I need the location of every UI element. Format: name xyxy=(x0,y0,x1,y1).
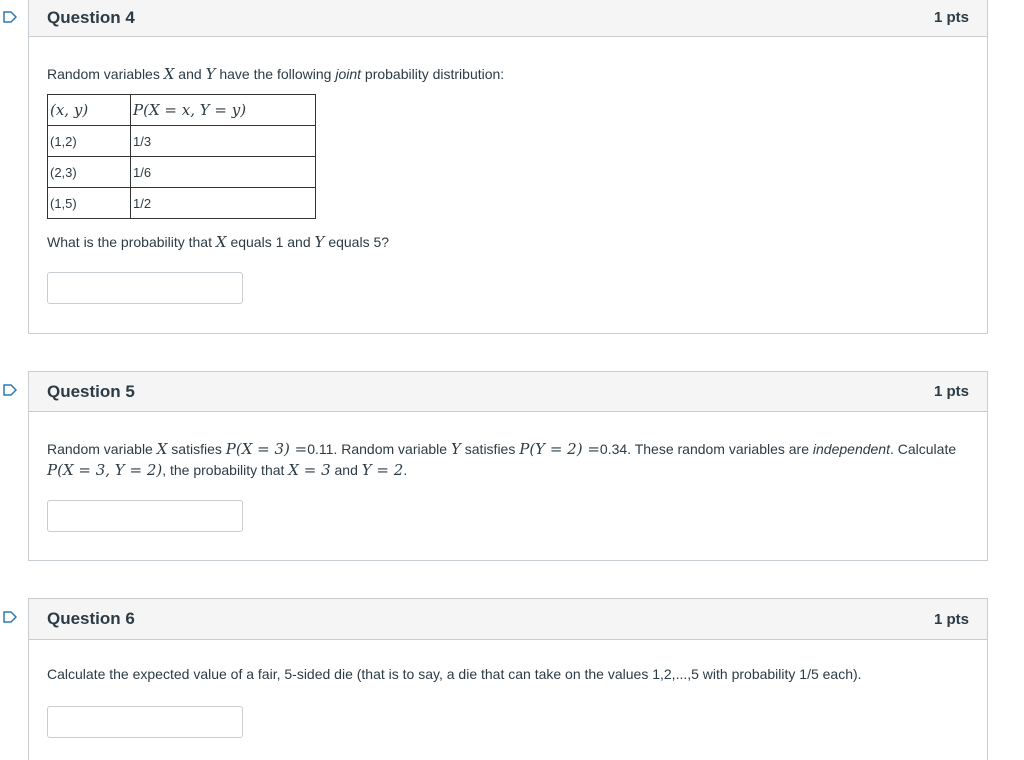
question-5-text xyxy=(47,439,967,481)
table-header-cell: P(X = x, Y = y) xyxy=(131,95,316,126)
text: What is the probability that xyxy=(47,234,216,250)
question-6-header xyxy=(29,599,987,640)
text: and xyxy=(330,462,362,478)
text: Random variables xyxy=(47,66,164,82)
table-cell: (2,3) xyxy=(48,157,131,188)
text: satisfies xyxy=(460,441,520,457)
flag-question-6-icon[interactable] xyxy=(3,611,17,623)
question-6-text: Calculate the expected value of a fair, 5-sided die (that is to say, a die that can take on the values 1,2,...,5 with probability 1/5 each). xyxy=(47,666,862,682)
emphasis: independent xyxy=(812,441,890,457)
math: Y xyxy=(205,65,216,83)
table-cell: (1,2) xyxy=(48,126,131,157)
emphasis: joint xyxy=(335,66,362,82)
answer-input-question-6[interactable] xyxy=(47,706,243,738)
table-row xyxy=(48,157,316,188)
math: X xyxy=(156,440,168,458)
table-row xyxy=(48,188,316,219)
text: and xyxy=(174,66,206,82)
answer-input-question-5[interactable] xyxy=(47,500,243,532)
math: Y xyxy=(314,233,325,251)
table-header-cell: (x, y) xyxy=(48,95,131,126)
text: 0.34. These random variables are xyxy=(599,441,813,457)
math: P(Y = 2) = xyxy=(519,440,600,458)
question-4-header xyxy=(29,0,987,37)
table-cell: (1,5) xyxy=(48,188,131,219)
table-row xyxy=(48,126,316,157)
question-points: 1 pts xyxy=(933,610,969,628)
text: equals 5? xyxy=(324,234,390,250)
text: . xyxy=(403,462,408,478)
joint-distribution-table xyxy=(47,94,316,219)
math: P(X = 3) = xyxy=(225,440,308,458)
text: equals 1 and xyxy=(226,234,315,250)
question-4-prompt xyxy=(47,233,389,251)
question-6-card xyxy=(28,598,988,760)
question-title: Question 4 xyxy=(47,7,135,27)
flag-question-4-icon[interactable] xyxy=(3,11,17,23)
question-title: Question 5 xyxy=(47,381,135,401)
question-4-card xyxy=(28,0,988,334)
question-4-intro xyxy=(47,65,504,83)
table-header-row xyxy=(48,95,316,126)
math: X xyxy=(163,65,175,83)
text: 0.11. Random variable xyxy=(307,441,451,457)
text: Random variable xyxy=(47,441,157,457)
flag-question-5-icon[interactable] xyxy=(3,384,17,396)
text: . Calculate xyxy=(889,441,957,457)
text: , the probability that xyxy=(162,462,289,478)
math: Y = 2 xyxy=(361,461,404,479)
text: probability distribution: xyxy=(361,66,505,82)
math: Y xyxy=(450,440,461,458)
answer-input-question-4[interactable] xyxy=(47,272,243,304)
table-cell: 1/2 xyxy=(131,188,316,219)
math: X xyxy=(215,233,227,251)
table-cell: 1/6 xyxy=(131,157,316,188)
question-5-card xyxy=(28,371,988,561)
math: P(X = 3, Y = 2) xyxy=(47,461,163,479)
text: satisfies xyxy=(167,441,226,457)
text: have the following xyxy=(215,66,336,82)
question-5-header xyxy=(29,372,987,412)
question-points: 1 pts xyxy=(933,383,969,400)
question-title: Question 6 xyxy=(47,609,135,628)
question-points: 1 pts xyxy=(933,9,969,26)
math: X = 3 xyxy=(288,461,331,479)
table-cell: 1/3 xyxy=(131,126,316,157)
